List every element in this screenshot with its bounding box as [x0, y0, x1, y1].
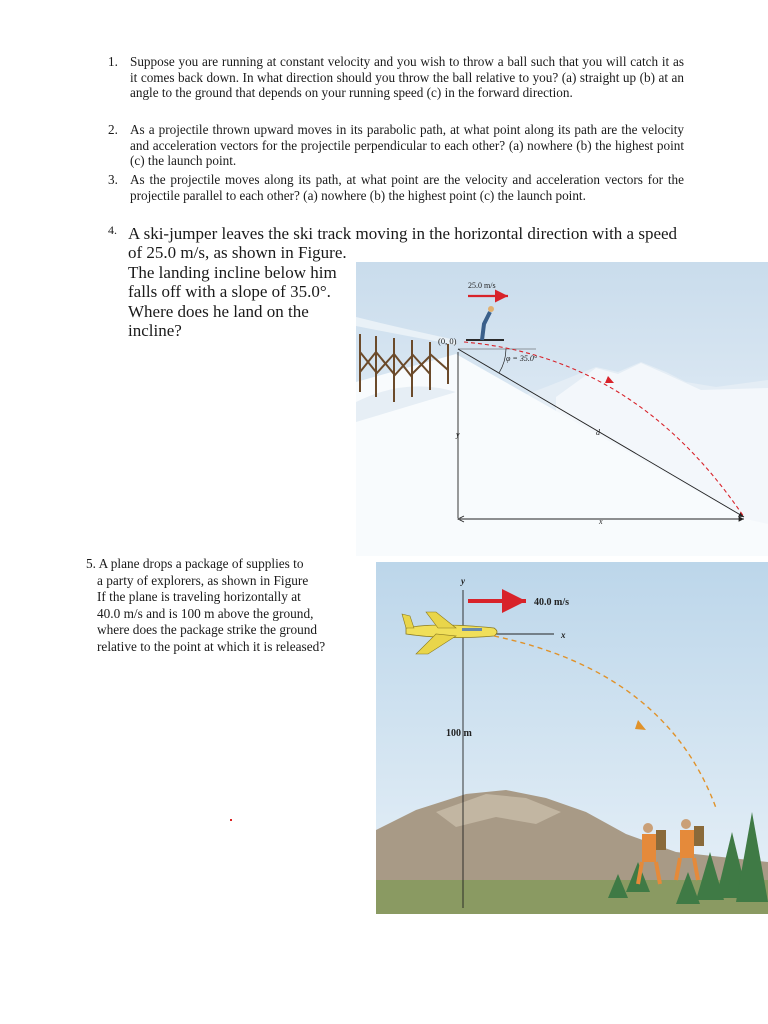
question-4-text — [128, 243, 368, 341]
question-4-line: incline? — [128, 321, 182, 341]
question-5-text — [86, 556, 386, 655]
question-4-first-line: A ski-jumper leaves the ski track moving in the horizontal direction with a speed — [128, 224, 678, 243]
question-text: Suppose you are running at constant velocity and you wish to throw a ball such that you will catch it as it comes back down. In what direction should you throw the ball relative to you? (a) straight up (b) at an angle to the ground that depends on your running speed (c) in the forward direction. — [130, 54, 684, 101]
question-4-line: Where does he land on the — [128, 301, 309, 321]
question-4-number: 4. — [108, 223, 117, 237]
question-5-line: 5. A plane drops a package of supplies to — [86, 556, 304, 571]
ski-jump-figure — [356, 262, 768, 556]
height-label: 100 m — [446, 728, 472, 739]
question-4-line: falls off with a slope of 35.0°. — [128, 282, 331, 302]
question-5-line: 40.0 m/s and is 100 m above the ground, — [97, 605, 314, 621]
origin-label: (0, 0) — [438, 336, 457, 346]
x-label: x — [599, 517, 603, 526]
speed-label: 25.0 m/s — [468, 281, 496, 290]
stray-mark — [230, 819, 232, 821]
question-number: 3. — [108, 172, 118, 187]
question-text: As a projectile thrown upward moves in its parabolic path, at what point along its path are the velocity and acceleration vectors for the projectile perpendicular to each other? (a) nowhere (b) the highest point (c) the launch point. — [130, 122, 684, 169]
plane-drop-figure — [376, 562, 768, 914]
question-5-line: relative to the point at which it is released? — [97, 638, 326, 654]
question-5-line: where does the package strike the ground — [97, 622, 318, 637]
question-4-line: The landing incline below him — [128, 262, 337, 282]
question-4-line: of 25.0 m/s, as shown in Figure. — [128, 243, 347, 262]
question-number: 2. — [108, 122, 118, 137]
question-5-line: If the plane is traveling horizontally at — [97, 589, 301, 604]
y-label: y — [461, 576, 465, 586]
question-number: 1. — [108, 54, 118, 69]
speed-label: 40.0 m/s — [534, 597, 569, 608]
x-label: x — [561, 630, 566, 640]
question-5-line: a party of explorers, as shown in Figure — [97, 572, 309, 588]
angle-label: φ = 35.0° — [506, 354, 538, 363]
question-text: As the projectile moves along its path, at what point are the velocity and acceleration vectors for the projectile parallel to each other? (a) nowhere (b) the highest point (c) the launch point. — [130, 172, 684, 203]
d-label: d — [596, 428, 600, 437]
y-label: y — [456, 430, 460, 439]
